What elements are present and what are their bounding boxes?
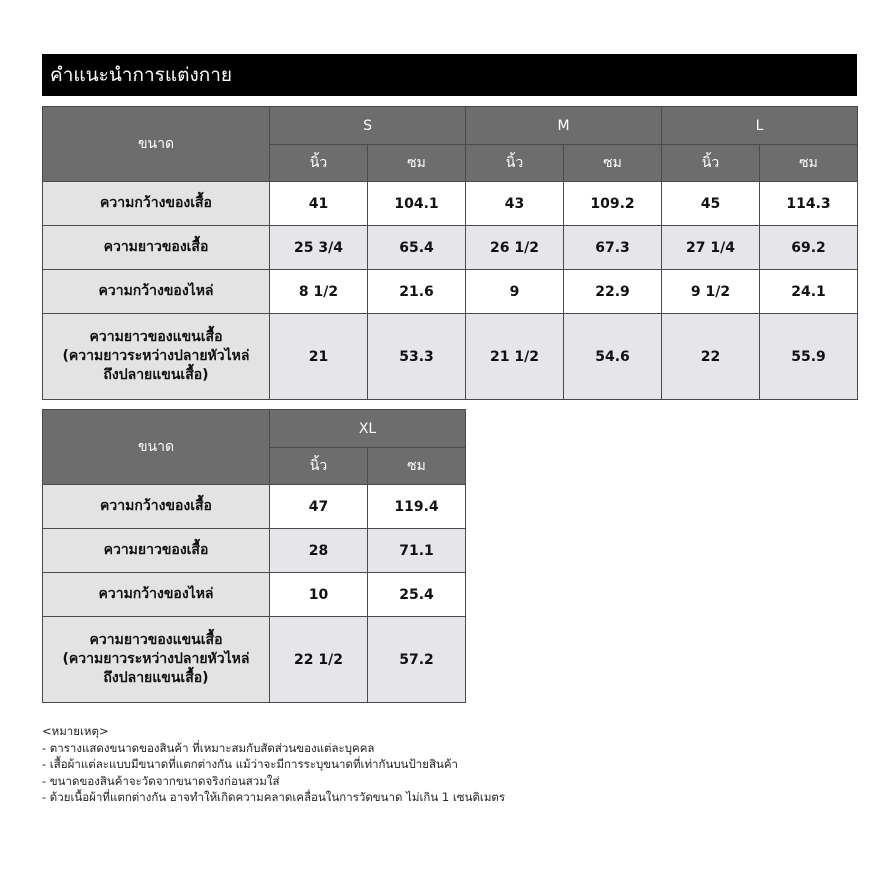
table-cell: 114.3 (760, 182, 858, 226)
size-header-label: ขนาด (43, 107, 270, 182)
table-cell: 22.9 (564, 270, 662, 314)
table-cell: 25.4 (368, 573, 466, 617)
page-title: คำแนะนำการแต่งกาย (42, 54, 857, 96)
table-cell: 104.1 (368, 182, 466, 226)
unit-header: นิ้ว (270, 448, 368, 485)
table-cell: 22 1/2 (270, 617, 368, 703)
table-cell: 41 (270, 182, 368, 226)
table-cell: 21 (270, 314, 368, 400)
unit-header: ซม (760, 145, 858, 182)
table-cell: 26 1/2 (466, 226, 564, 270)
row-label: ความกว้างของเสื้อ (43, 182, 270, 226)
row-label (43, 314, 270, 400)
table-cell: 69.2 (760, 226, 858, 270)
notes-section (42, 723, 505, 806)
row-label-line: ความยาวของแขนเสื้อ (89, 632, 223, 649)
note-line: - เสื้อผ้าแต่ละแบบมีขนาดที่แตกต่างกัน แม้ว่าจะมีการระบุขนาดที่เท่ากันบนป้ายสินค้า (42, 757, 459, 771)
size-table-xl (42, 409, 466, 703)
row-label-line: (ความยาวระหว่างปลายหัวไหล่ (62, 651, 250, 668)
unit-header: ซม (564, 145, 662, 182)
size-header-xl: XL (270, 410, 466, 448)
table-cell: 57.2 (368, 617, 466, 703)
size-table-s-m-l (42, 106, 858, 400)
size-header-m: M (466, 107, 662, 145)
note-line: - ด้วยเนื้อผ้าที่แตกต่างกัน อาจทำให้เกิดความคลาดเคลื่อนในการวัดขนาด ไม่เกิน 1 เซนติเมตร (42, 790, 506, 804)
table-row (43, 270, 858, 314)
size-header-l: L (662, 107, 858, 145)
size-header-label: ขนาด (43, 410, 270, 485)
table-row (43, 573, 466, 617)
unit-header: นิ้ว (466, 145, 564, 182)
note-line: - ตารางแสดงขนาดของสินค้า ที่เหมาะสมกับสัดส่วนของแต่ละบุคคล (42, 740, 375, 755)
table-cell: 10 (270, 573, 368, 617)
row-label-line: ถึงปลายแขนเสื้อ) (103, 669, 209, 686)
table-cell: 22 (662, 314, 760, 400)
row-label: ความยาวของเสื้อ (43, 529, 270, 573)
table-row (43, 529, 466, 573)
table-cell: 25 3/4 (270, 226, 368, 270)
note-line: - ขนาดของสินค้าจะวัดจากขนาดจริงก่อนสวมใส่ (42, 773, 280, 788)
row-label-line: ถึงปลายแขนเสื้อ) (103, 366, 209, 383)
row-label-line: ความยาวของแขนเสื้อ (89, 329, 223, 346)
table-cell: 47 (270, 485, 368, 529)
table-cell: 54.6 (564, 314, 662, 400)
table-cell: 45 (662, 182, 760, 226)
row-label: ความยาวของเสื้อ (43, 226, 270, 270)
notes-heading: <หมายเหตุ> (42, 724, 109, 738)
unit-header: นิ้ว (662, 145, 760, 182)
row-label: ความกว้างของไหล่ (43, 270, 270, 314)
unit-header: นิ้ว (270, 145, 368, 182)
table-cell: 21.6 (368, 270, 466, 314)
row-label: ความกว้างของเสื้อ (43, 485, 270, 529)
size-header-s: S (270, 107, 466, 145)
table-cell: 55.9 (760, 314, 858, 400)
table-cell: 109.2 (564, 182, 662, 226)
table-row (43, 226, 858, 270)
table-cell: 27 1/4 (662, 226, 760, 270)
table-cell: 71.1 (368, 529, 466, 573)
table-cell: 9 1/2 (662, 270, 760, 314)
unit-header: ซม (368, 145, 466, 182)
row-label: ความกว้างของไหล่ (43, 573, 270, 617)
table-cell: 24.1 (760, 270, 858, 314)
table-row (43, 485, 466, 529)
row-label-line: (ความยาวระหว่างปลายหัวไหล่ (62, 348, 250, 365)
table-cell: 43 (466, 182, 564, 226)
table-cell: 119.4 (368, 485, 466, 529)
table-cell: 65.4 (368, 226, 466, 270)
table-cell: 28 (270, 529, 368, 573)
table-cell: 53.3 (368, 314, 466, 400)
table-row (43, 617, 466, 703)
table-cell: 67.3 (564, 226, 662, 270)
table-cell: 9 (466, 270, 564, 314)
unit-header: ซม (368, 448, 466, 485)
row-label (43, 617, 270, 703)
table-row (43, 314, 858, 400)
table-cell: 21 1/2 (466, 314, 564, 400)
table-row (43, 182, 858, 226)
table-cell: 8 1/2 (270, 270, 368, 314)
